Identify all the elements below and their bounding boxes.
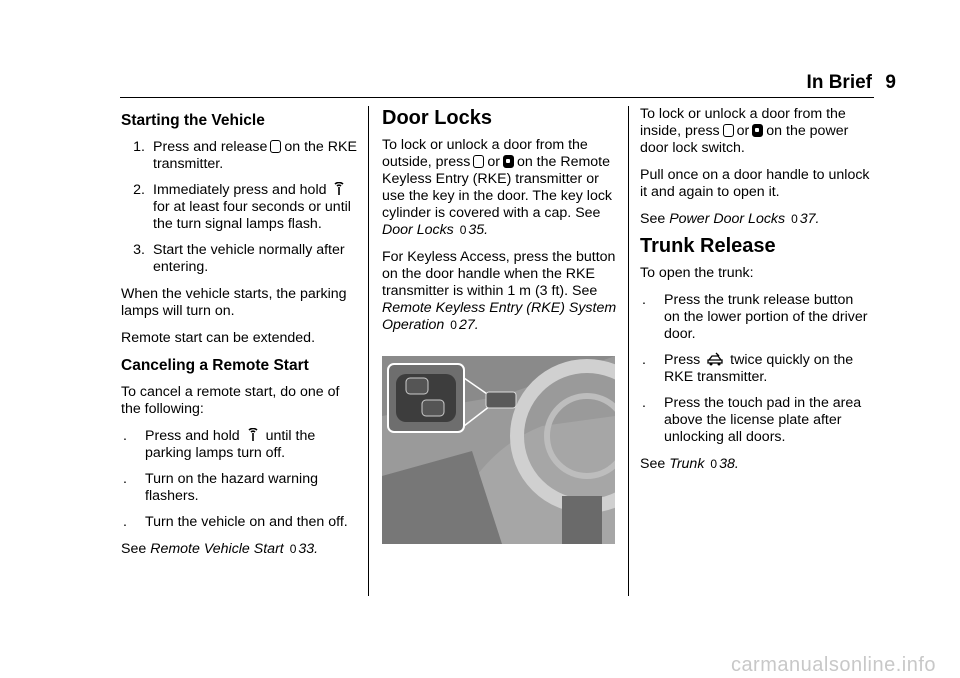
list-item: 3. Start the vehicle normally after entering. — [133, 242, 345, 275]
door-interior-drawing — [382, 356, 615, 544]
list-item: . Press the touch pad in the area above the license plate after unlocking all doors. — [642, 395, 862, 445]
link-trunk[interactable]: Trunk — [669, 456, 705, 472]
lock-key-icon — [270, 140, 281, 153]
paragraph: When the vehicle starts, the parking lamps will turn on. — [121, 286, 347, 319]
paragraph: To cancel a remote start, do one of the following: — [121, 384, 340, 417]
column-3 — [640, 106, 872, 483]
list-item: 2. Immediately press and hold for at least four seconds or until the turn signal lamps flash. — [133, 182, 351, 232]
page-arrow-icon: 0 — [289, 542, 297, 556]
trunk-bullets — [640, 292, 872, 446]
lock-key-icon — [723, 124, 734, 137]
heading-door-locks: Door Locks — [382, 107, 493, 129]
trunk-icon — [707, 352, 723, 366]
column-2 — [382, 106, 617, 344]
unlock-key-icon — [752, 124, 763, 137]
link-remote-vehicle-start[interactable]: Remote Vehicle Start — [150, 541, 284, 557]
remote-start-icon — [247, 428, 259, 442]
list-item: . Press twice quickly on the RKE transmitter. — [642, 352, 854, 385]
watermark: carmanualsonline.info — [730, 654, 936, 676]
paragraph: To lock or unlock a door from the outside, press or on the Remote Keyless Entry (RKE) transmitter or use the key in the door. The key lock cylinder is covered with a cap. See Door Locks 0 35. — [382, 137, 613, 238]
column-divider-1 — [368, 106, 369, 596]
start-steps — [121, 139, 361, 276]
page-header — [0, 0, 960, 98]
heading-trunk-release: Trunk Release — [640, 235, 776, 257]
list-item: . Turn on the hazard warning flashers. — [123, 471, 318, 504]
page-arrow-icon: 0 — [791, 212, 798, 226]
column-divider-2 — [628, 106, 629, 596]
remote-start-icon — [333, 182, 345, 196]
paragraph: For Keyless Access, press the button on the door handle when the RKE transmitter is within 1 m (3 ft). See Remote Keyless Entry (RKE) System Operation 0 27. — [382, 249, 617, 333]
list-item: . Turn the vehicle on and then off. — [123, 514, 348, 530]
paragraph: Pull once on a door handle to unlock it and again to open it. — [640, 167, 870, 200]
list-item: 1. Press and release on the RKE transmitter. — [133, 139, 357, 172]
lock-key-icon — [473, 155, 484, 168]
list-item: . Press and hold until the parking lamps turn off. — [123, 428, 316, 461]
cross-reference: See Trunk 0 38. — [640, 456, 739, 472]
heading-canceling-remote-start: Canceling a Remote Start — [121, 357, 309, 374]
section-title: In Brief — [806, 72, 872, 93]
cross-reference: See Power Door Locks 0 37. — [640, 211, 820, 227]
header-rule — [120, 97, 874, 98]
paragraph: To open the trunk: — [640, 265, 754, 281]
paragraph: To lock or unlock a door from the inside, press or on the power door lock switch. — [640, 106, 849, 156]
page-number: 9 — [885, 72, 896, 93]
heading-starting-vehicle: Starting the Vehicle — [121, 112, 265, 129]
link-rke-system-operation[interactable]: Remote Keyless Entry (RKE) System Operation — [382, 300, 617, 333]
page-arrow-icon: 0 — [450, 318, 457, 332]
column-1 — [121, 106, 361, 568]
cross-reference: See Remote Vehicle Start 0 33. — [121, 541, 319, 557]
link-door-locks[interactable]: Door Locks — [382, 222, 454, 238]
unlock-key-icon — [503, 155, 514, 168]
paragraph: Remote start can be extended. — [121, 330, 316, 346]
list-item: . Press the trunk release button on the lower portion of the driver door. — [642, 292, 868, 342]
page-arrow-icon: 0 — [710, 457, 718, 471]
door-lock-switch-illustration — [382, 356, 615, 544]
link-power-door-locks[interactable]: Power Door Locks — [669, 211, 786, 227]
page-arrow-icon: 0 — [459, 223, 467, 237]
cancel-bullets — [121, 428, 361, 531]
